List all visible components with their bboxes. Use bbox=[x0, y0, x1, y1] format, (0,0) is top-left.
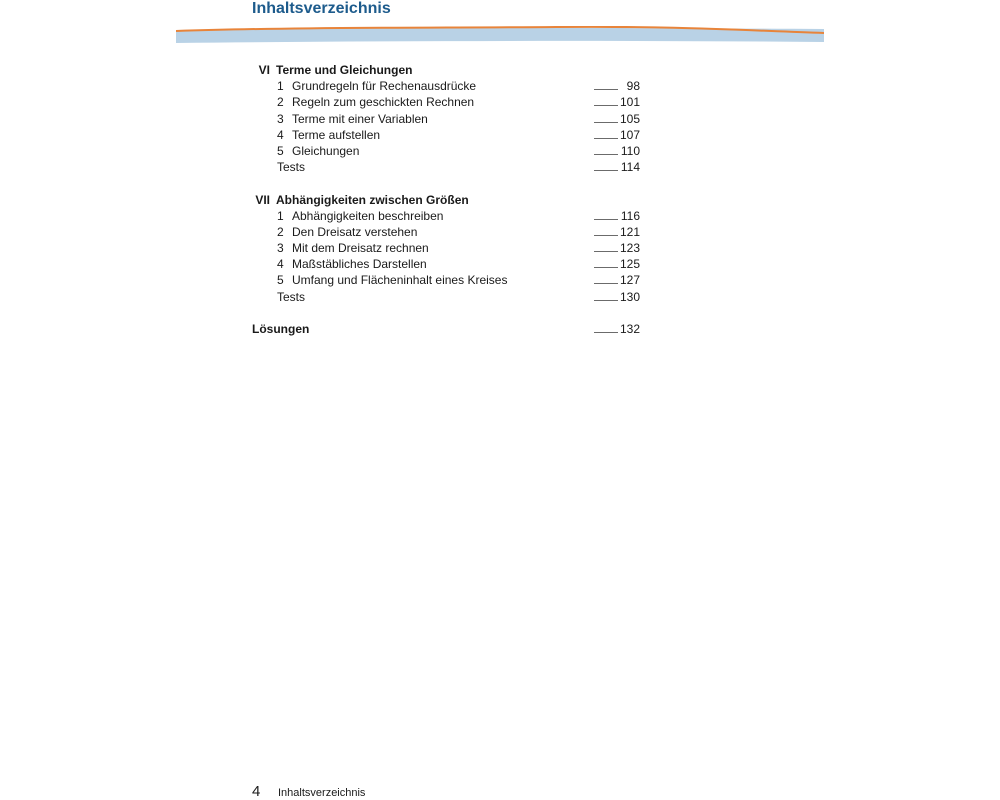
entry-title: Tests bbox=[277, 289, 306, 304]
chapter-title: Abhängigkeiten zwischen Größen bbox=[276, 192, 469, 207]
entry-title: Mit dem Dreisatz rechnen bbox=[292, 241, 429, 256]
entry-title: Terme mit einer Variablen bbox=[292, 111, 428, 126]
footer-page-number: 4 bbox=[252, 783, 261, 800]
toc-entry[interactable] bbox=[252, 111, 642, 127]
entry-number: 5 bbox=[277, 273, 284, 288]
page-header-title: Inhaltsverzeichnis bbox=[252, 0, 391, 17]
entry-page: 116 bbox=[620, 208, 640, 223]
entry-page: 130 bbox=[619, 289, 640, 304]
toc-chapter-heading bbox=[252, 192, 642, 208]
entry-title: Regeln zum geschickten Rechnen bbox=[292, 95, 475, 110]
toc-entry-tests[interactable] bbox=[252, 289, 642, 305]
entry-number: 2 bbox=[277, 95, 284, 110]
entry-page: 123 bbox=[619, 241, 640, 256]
decorative-header-band bbox=[176, 26, 824, 46]
chapter-title: Terme und Gleichungen bbox=[276, 63, 413, 77]
toc-entry[interactable] bbox=[252, 78, 642, 94]
entry-page: 98 bbox=[626, 79, 640, 94]
toc-entry[interactable] bbox=[252, 224, 642, 240]
entry-page: 101 bbox=[619, 95, 640, 110]
entry-title: Grundregeln für Rechenausdrücke bbox=[292, 79, 477, 94]
entry-title: Den Dreisatz verstehen bbox=[292, 224, 418, 239]
toc-entry[interactable] bbox=[252, 143, 642, 159]
footer-label: Inhaltsverzeichnis bbox=[278, 787, 366, 799]
entry-page: 121 bbox=[619, 224, 640, 239]
entry-page: 132 bbox=[619, 322, 640, 336]
toc-chapter-heading bbox=[252, 62, 642, 78]
entry-title: Abhängigkeiten beschreiben bbox=[292, 208, 444, 223]
chapter-number: VII bbox=[255, 192, 270, 207]
toc-entry[interactable] bbox=[252, 208, 642, 224]
entry-number: 2 bbox=[277, 224, 284, 239]
toc-entry[interactable] bbox=[252, 256, 642, 272]
entry-number: 3 bbox=[277, 241, 284, 256]
toc-entry[interactable] bbox=[252, 240, 642, 256]
entry-title: Maßstäbliches Darstellen bbox=[292, 257, 427, 272]
entry-title: Terme aufstellen bbox=[292, 127, 381, 142]
entry-number: 5 bbox=[277, 143, 284, 158]
entry-page: 125 bbox=[619, 257, 640, 272]
entry-page: 107 bbox=[619, 127, 640, 142]
toc-entry[interactable] bbox=[252, 272, 642, 288]
entry-title: Umfang und Flächeninhalt eines Kreises bbox=[292, 273, 508, 288]
entry-title: Lösungen bbox=[252, 322, 310, 336]
entry-number: 4 bbox=[277, 257, 284, 272]
entry-page: 105 bbox=[619, 111, 640, 126]
entry-page: 110 bbox=[620, 143, 640, 158]
entry-number: 3 bbox=[277, 111, 284, 126]
entry-title: Tests bbox=[277, 160, 306, 175]
entry-number: 4 bbox=[277, 127, 284, 142]
toc-entry[interactable] bbox=[252, 94, 642, 110]
chapter-number: VI bbox=[258, 63, 270, 77]
entry-page: 127 bbox=[619, 273, 640, 288]
table-of-contents bbox=[252, 62, 642, 337]
toc-entry[interactable] bbox=[252, 127, 642, 143]
entry-title: Gleichungen bbox=[292, 143, 360, 158]
entry-page: 114 bbox=[620, 160, 640, 175]
toc-entry-solutions[interactable] bbox=[252, 321, 642, 337]
entry-number: 1 bbox=[277, 208, 284, 223]
toc-entry-tests[interactable] bbox=[252, 159, 642, 175]
entry-number: 1 bbox=[277, 79, 284, 94]
